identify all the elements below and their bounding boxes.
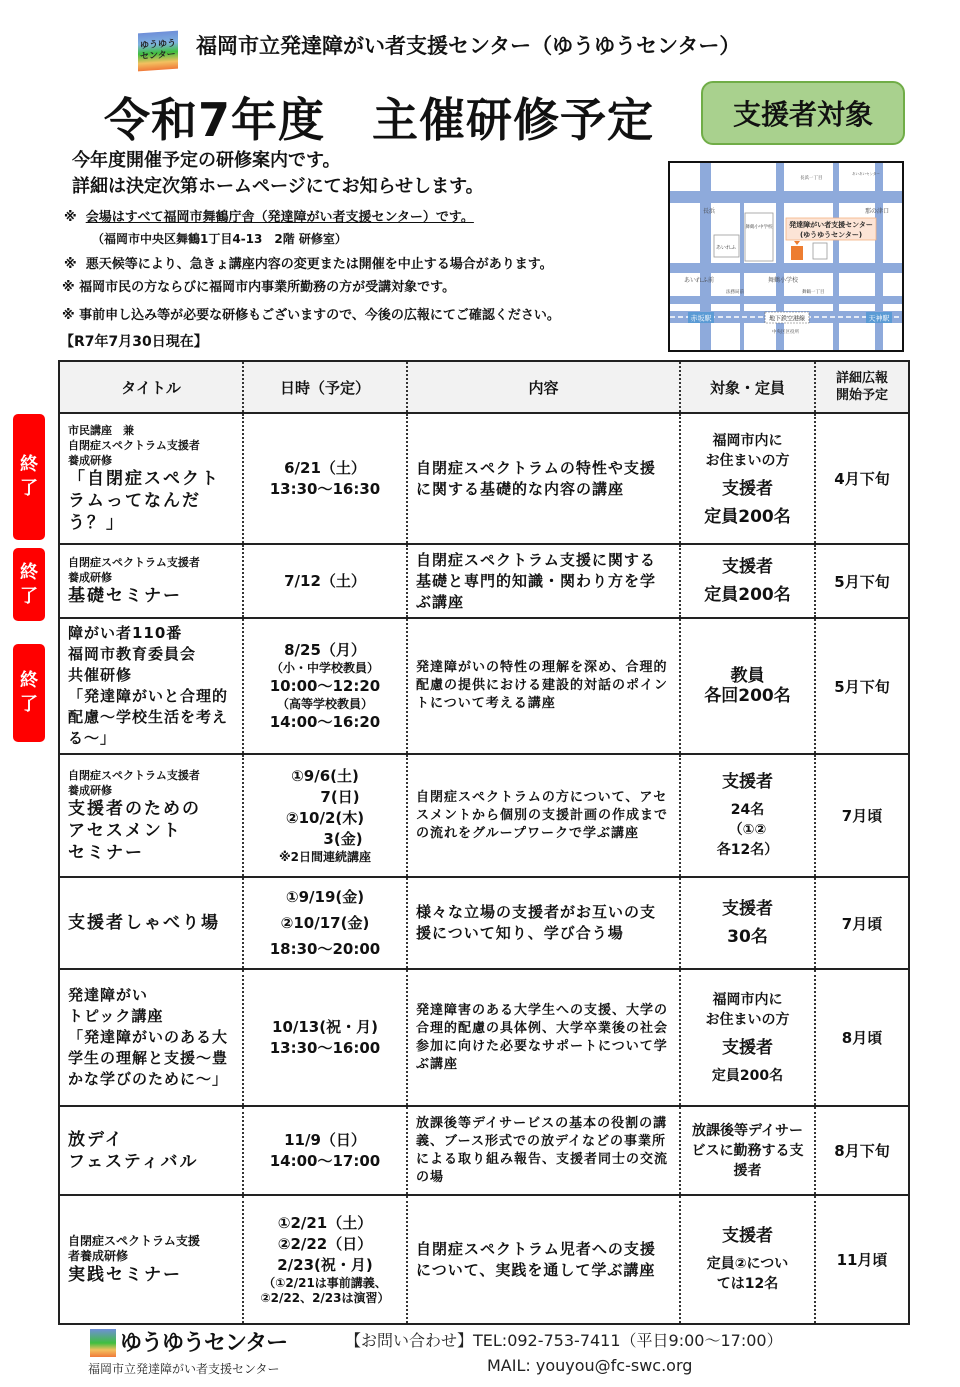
date-line: 14:00～16:20	[269, 712, 381, 731]
status-badge-ended	[13, 548, 45, 621]
note-registration	[62, 304, 560, 323]
row-subtitle: 自閉症スペクトラム支援者	[68, 768, 200, 782]
row-title-text: 「発達障がいのある大学生の理解と支援～豊かな学びのために～」	[68, 1028, 229, 1088]
target-line: 支援者	[722, 1225, 773, 1246]
row-datetime	[243, 618, 407, 754]
map-label-nagahama-1: 長浜一丁目	[800, 176, 823, 181]
target-line: 支援者	[722, 1037, 773, 1058]
row-datetime	[243, 877, 407, 969]
map-label-nagahama: 長浜	[703, 208, 716, 215]
row-title-line: 福岡市教育委員会	[68, 645, 197, 663]
map-label-maizuru-school: 舞鶴小学校	[768, 277, 799, 284]
date-line: 10/13(祝・月)	[272, 1017, 378, 1036]
date-line: 7/12（土）	[284, 571, 366, 590]
map-center-marker	[791, 246, 803, 260]
org-name: 福岡市立発達障がい者支援センター（ゆうゆうセンター）	[196, 34, 741, 58]
row-title	[59, 618, 243, 754]
target-line: 教員	[730, 666, 765, 686]
target-line: 支援者	[722, 899, 773, 919]
audience-badge: 支援者対象	[701, 81, 905, 145]
note-mark: ※	[64, 257, 77, 272]
date-line: （小・中学校教員）	[270, 660, 379, 675]
row-target	[680, 969, 815, 1106]
row-subtitle: 養成研修	[68, 783, 112, 797]
row-target	[680, 544, 815, 618]
status-badge-text: 終 了	[20, 561, 38, 607]
row-target	[680, 413, 815, 544]
date-line: ②2/22（日）	[277, 1235, 373, 1253]
date-line: ①9/6(土)	[291, 767, 359, 785]
row-title	[59, 413, 243, 544]
note-mark: ※	[62, 280, 75, 295]
intro-line-1: 今年度開催予定の研修案内です。	[72, 150, 341, 171]
row-title-text: 支援者しゃべり場	[68, 913, 220, 933]
table-row	[59, 544, 909, 618]
row-publish: 5月下旬	[815, 544, 909, 618]
date-line: 13:30～16:00	[269, 1038, 381, 1057]
row-title-line: セミナー	[68, 842, 144, 863]
target-line: 支援者	[722, 557, 773, 577]
target-line: 福岡市内に	[712, 432, 783, 449]
note-venue	[64, 206, 474, 225]
note-mark: ※	[62, 308, 75, 323]
logo-text: ゆうゆうセンター	[140, 38, 177, 63]
date-line: 18:30～20:00	[269, 940, 381, 958]
row-publish: 5月下旬	[815, 618, 909, 754]
target-line: 各回200名	[704, 686, 791, 706]
date-line: 2/23(祝・月)	[277, 1256, 373, 1274]
target-line: 各12名）	[716, 841, 779, 858]
row-datetime	[243, 544, 407, 618]
map-label-school: 舞鶴小中学校	[745, 225, 773, 230]
date-line: 13:30～16:30	[269, 479, 381, 498]
row-target	[680, 877, 815, 969]
map-label-maizuru-1: 舞鶴一丁目	[802, 290, 825, 295]
status-badge-ended	[13, 414, 45, 540]
row-content: 自閉症スペクトラムの特性や支援に関する基礎的な内容の講座	[407, 413, 680, 544]
row-target	[680, 754, 815, 877]
row-title-line: 共催研修	[68, 666, 133, 684]
date-line: 6/21（土）	[284, 458, 366, 477]
training-schedule-table	[58, 360, 910, 1325]
date-line: 11/9（日）	[284, 1130, 366, 1149]
map-label-akasaka: 赤坂駅	[690, 314, 712, 323]
intro-line-2: 詳細は決定次第ホームページにてお知らせします。	[72, 176, 484, 197]
table-row	[59, 413, 909, 544]
map-label-aiai: あいあいセンター	[852, 172, 880, 176]
row-title-line: 障がい者110番	[68, 624, 183, 642]
map-label-aireful-mae: あいれふ前	[684, 277, 715, 284]
note-mark: ※	[64, 210, 77, 225]
table-row	[59, 1106, 909, 1195]
page-title: 令和7年度 主催研修予定	[104, 93, 655, 147]
row-content: 発達障害のある大学生への支援、大学の合理的配慮の具体例、大学卒業後の社会参加に向けた必要なサポートについて学ぶ講座	[407, 969, 680, 1106]
access-map	[668, 161, 904, 352]
row-datetime	[243, 1106, 407, 1195]
row-title	[59, 544, 243, 618]
contact-info: 【お問い合わせ】TEL:092-753-7411（平日9:00～17:00）	[345, 1331, 783, 1350]
row-subtitle: 者養成研修	[68, 1248, 129, 1263]
row-title	[59, 754, 243, 877]
target-line: 24名	[730, 801, 765, 818]
map-label-tenjin: 天神駅	[868, 314, 890, 323]
row-content: 発達障がいの特性の理解を深め、合理的配慮の提供における建設的対話のポイントについて考える講座	[407, 618, 680, 754]
date-line: 8/25（月）	[284, 640, 366, 659]
note-weather-text: 悪天候等により、急きょ講座内容の変更または開催を中止する場合があります。	[85, 257, 553, 272]
date-line: ②2/22、2/23は演習）	[260, 1291, 390, 1305]
table-header-row	[59, 361, 909, 413]
row-title-line: 発達障がい	[68, 986, 149, 1004]
row-publish: 11月頃	[815, 1195, 909, 1324]
row-content: 自閉症スペクトラム児者への支援について、実践を通して学ぶ講座	[407, 1195, 680, 1324]
header-publish	[815, 361, 909, 413]
date-line: 7(日)	[320, 788, 360, 806]
date-line: （高等学校教員）	[276, 696, 373, 711]
row-target	[680, 618, 815, 754]
target-line: （①②	[728, 821, 767, 838]
row-title-text: 「自閉症スペクトラムってなんだう？」	[68, 469, 220, 533]
row-title-line: 放デイ	[68, 1129, 124, 1150]
date-line: ①9/19(金)	[285, 888, 365, 906]
target-line: 定員200名	[711, 1067, 784, 1084]
target-line: 支援者	[722, 771, 773, 792]
date-line: ②10/2(木)	[285, 809, 365, 827]
map-label-aireful: あいれふ	[715, 245, 737, 251]
logo	[138, 31, 178, 72]
row-content: 放課後等デイサービスの基本の役割の講義、ブース形式での放デイなどの事業所による取り組み報告、支援者同士の交流の場	[407, 1106, 680, 1195]
header-title: タイトル	[59, 361, 243, 413]
header-content: 内容	[407, 361, 680, 413]
note-eligibility	[62, 276, 455, 295]
row-subtitle: 養成研修	[68, 454, 112, 467]
table-row	[59, 1195, 909, 1324]
row-title-line: トピック講座	[68, 1007, 164, 1025]
map-drawing	[670, 163, 902, 350]
status-badge-text: 終 了	[20, 454, 38, 499]
note-eligibility-text: 福岡市民の方ならびに福岡市内事業所勤務の方が受講対象です。	[79, 280, 456, 295]
row-subtitle: 市民講座 兼	[68, 424, 134, 437]
row-content: 自閉症スペクトラムの方について、アセスメントから個別の支援計画の作成までの流れをグループワークで学ぶ講座	[407, 754, 680, 877]
date-line: 14:00～17:00	[269, 1151, 381, 1170]
row-subtitle: 養成研修	[68, 571, 112, 584]
map-center-label-2: (ゆうゆうセンター)	[799, 231, 863, 239]
table-row	[59, 754, 909, 877]
target-line: 定員②については12名	[706, 1255, 789, 1292]
row-publish: 4月下旬	[815, 413, 909, 544]
header-publish-l2: 開始予定	[835, 388, 888, 403]
date-line: ②10/17(金)	[280, 914, 370, 932]
target-line: 福岡市内に	[712, 991, 783, 1008]
contact-email[interactable]: MAIL: youyou@fc-swc.org	[487, 1356, 693, 1375]
row-subtitle: 自閉症スペクトラム支援者	[68, 439, 200, 452]
target-line: 定員200名	[704, 506, 791, 527]
footer-org-name: 福岡市立発達障がい者支援センター	[88, 1362, 280, 1376]
header-target: 対象・定員	[680, 361, 815, 413]
target-line: 30名	[727, 927, 768, 947]
row-publish: 8月頃	[815, 969, 909, 1106]
table-row	[59, 877, 909, 969]
row-publish: 7月頃	[815, 754, 909, 877]
row-target	[680, 1195, 815, 1324]
row-title	[59, 877, 243, 969]
map-label-subway: 地下鉄空港線	[768, 315, 806, 323]
row-title	[59, 1106, 243, 1195]
target-line: お住まいの方	[705, 1011, 790, 1028]
date-line: 10:00～12:20	[269, 676, 381, 695]
table-row	[59, 618, 909, 754]
row-title-text: 実践セミナー	[68, 1264, 182, 1285]
note-venue-text: 会場はすべて福岡市舞鶴庁舎（発達障がい者支援センター）です。	[85, 210, 474, 225]
footer-logo-icon	[90, 1329, 116, 1357]
map-center-label-1: 発達障がい者支援センター	[789, 221, 873, 229]
row-title-line: フェスティバル	[68, 1151, 199, 1172]
header-publish-l1: 詳細広報	[835, 371, 888, 386]
row-content: 様々な立場の支援者がお互いの支援について知り、学び合う場	[407, 877, 680, 969]
date-line: ①2/21（土）	[277, 1214, 373, 1232]
date-line: （①2/21は事前講義、	[263, 1276, 387, 1290]
note-weather	[64, 253, 553, 272]
row-title-text: 基礎セミナー	[68, 586, 182, 606]
row-title	[59, 1195, 243, 1324]
target-line: 定員200名	[704, 585, 791, 605]
target-line: 支援者	[722, 478, 773, 499]
status-badge-ended	[13, 644, 45, 742]
footer-logo-name: ゆうゆうセンター	[120, 1331, 288, 1356]
row-title-line: 支援者のための	[68, 798, 201, 819]
map-label-nanotsuguchi: 那の津口	[865, 208, 890, 215]
note-address: （福岡市中央区舞鶴1丁目4-13 2階 研修室）	[92, 232, 347, 246]
row-title-text: 「発達障がいと合理的配慮～学校生活を考える～」	[68, 687, 229, 747]
date-line: 3(金)	[323, 830, 363, 848]
map-label-homukyoku: 法務局前	[726, 290, 744, 295]
row-datetime	[243, 413, 407, 544]
table-row	[59, 969, 909, 1106]
row-title-line: アセスメント	[68, 820, 182, 841]
as-of-date: 【R7年7月30日現在】	[60, 334, 208, 350]
date-line: ※2日間連続講座	[278, 850, 372, 864]
row-title	[59, 969, 243, 1106]
target-line: お住まいの方	[705, 452, 790, 469]
map-label-ward-office: 中央区区役所	[772, 330, 799, 335]
row-target: 放課後等デイサービスに勤務する支援者	[680, 1106, 815, 1195]
row-subtitle: 自閉症スペクトラム支援者	[68, 556, 200, 569]
row-datetime	[243, 754, 407, 877]
header-datetime: 日時（予定）	[243, 361, 407, 413]
row-subtitle: 自閉症スペクトラム支援	[68, 1233, 200, 1248]
row-datetime	[243, 969, 407, 1106]
row-content: 自閉症スペクトラム支援に関する基礎と専門的知識・関わり方を学ぶ講座	[407, 544, 680, 618]
row-publish: 7月頃	[815, 877, 909, 969]
status-badge-text: 終 了	[20, 670, 38, 715]
note-registration-text: 事前申し込み等が必要な研修もございますので、今後の広報にてご確認ください。	[79, 308, 560, 323]
row-datetime	[243, 1195, 407, 1324]
row-publish: 8月下旬	[815, 1106, 909, 1195]
